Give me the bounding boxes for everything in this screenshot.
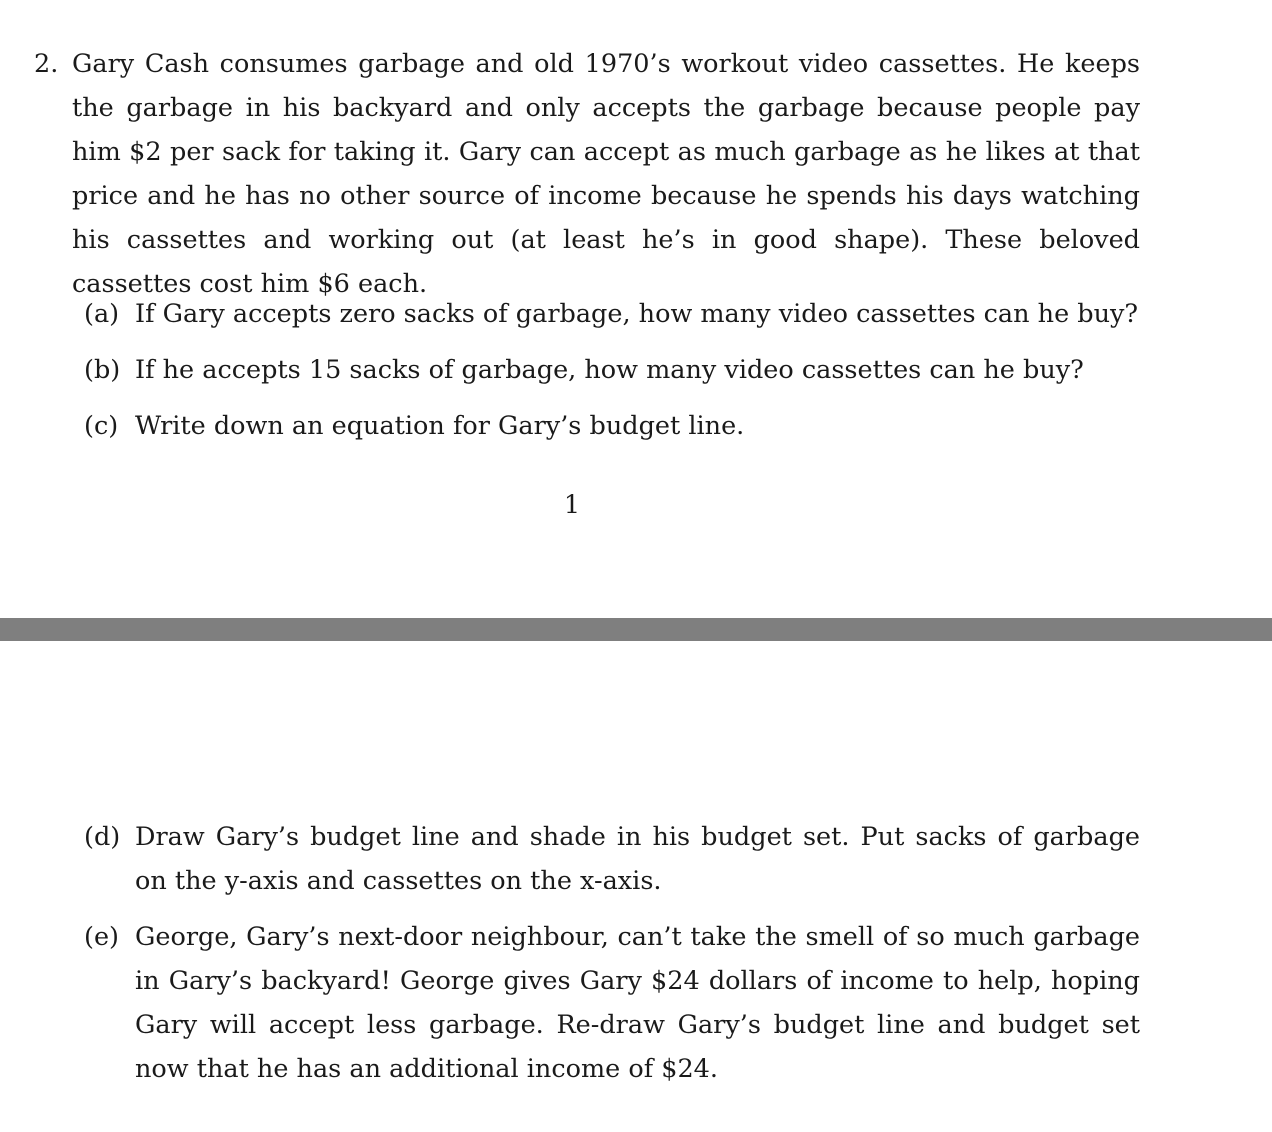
problem-number: 2. [34,49,59,79]
page-number: 1 [563,490,581,520]
subpart-label: (b) [84,355,121,385]
subpart-text: Write down an equation for Gary’s budget line. [135,411,745,441]
subparts-list-page-1 [84,292,1140,460]
subpart-label: (a) [84,299,120,329]
subpart-text: George, Gary’s next-door neighbour, can’t take the smell of so much garbage in Gary’s backyard! George gives Gary $24 dollars of income to help, hoping Gary will accept less garbage. Re-draw Gary’s budget line and budget set now that he has an additional income of $24. [135,922,1140,1084]
subpart-label: (d) [84,822,121,852]
subpart-text: If he accepts 15 sacks of garbage, how many video cassettes can he buy? [135,355,1084,385]
subpart-d [84,815,1140,903]
problem-text: Gary Cash consumes garbage and old 1970’s workout video cassettes. He keeps the garbage in his backyard and only accepts the garbage because people pay him $2 per sack for taking it. Gary can accept as much garbage as he likes at that price and he has no other source of income because he spends his days watching his cassettes and working out (at least he’s in good shape). These beloved cassettes cost him $6 each. [72,49,1140,299]
subpart-label: (c) [84,411,119,441]
subparts-list-page-2 [84,815,1140,1103]
subpart-b [84,348,1140,392]
problem-2 [34,42,1140,306]
subpart-label: (e) [84,922,119,952]
page-separator [0,618,1272,641]
subpart-a [84,292,1140,336]
subpart-text: Draw Gary’s budget line and shade in his budget set. Put sacks of garbage on the y-axis and cassettes on the x-axis. [135,822,1140,896]
subpart-text: If Gary accepts zero sacks of garbage, how many video cassettes can he buy? [135,299,1139,329]
subpart-c [84,404,1140,448]
subpart-e [84,915,1140,1091]
